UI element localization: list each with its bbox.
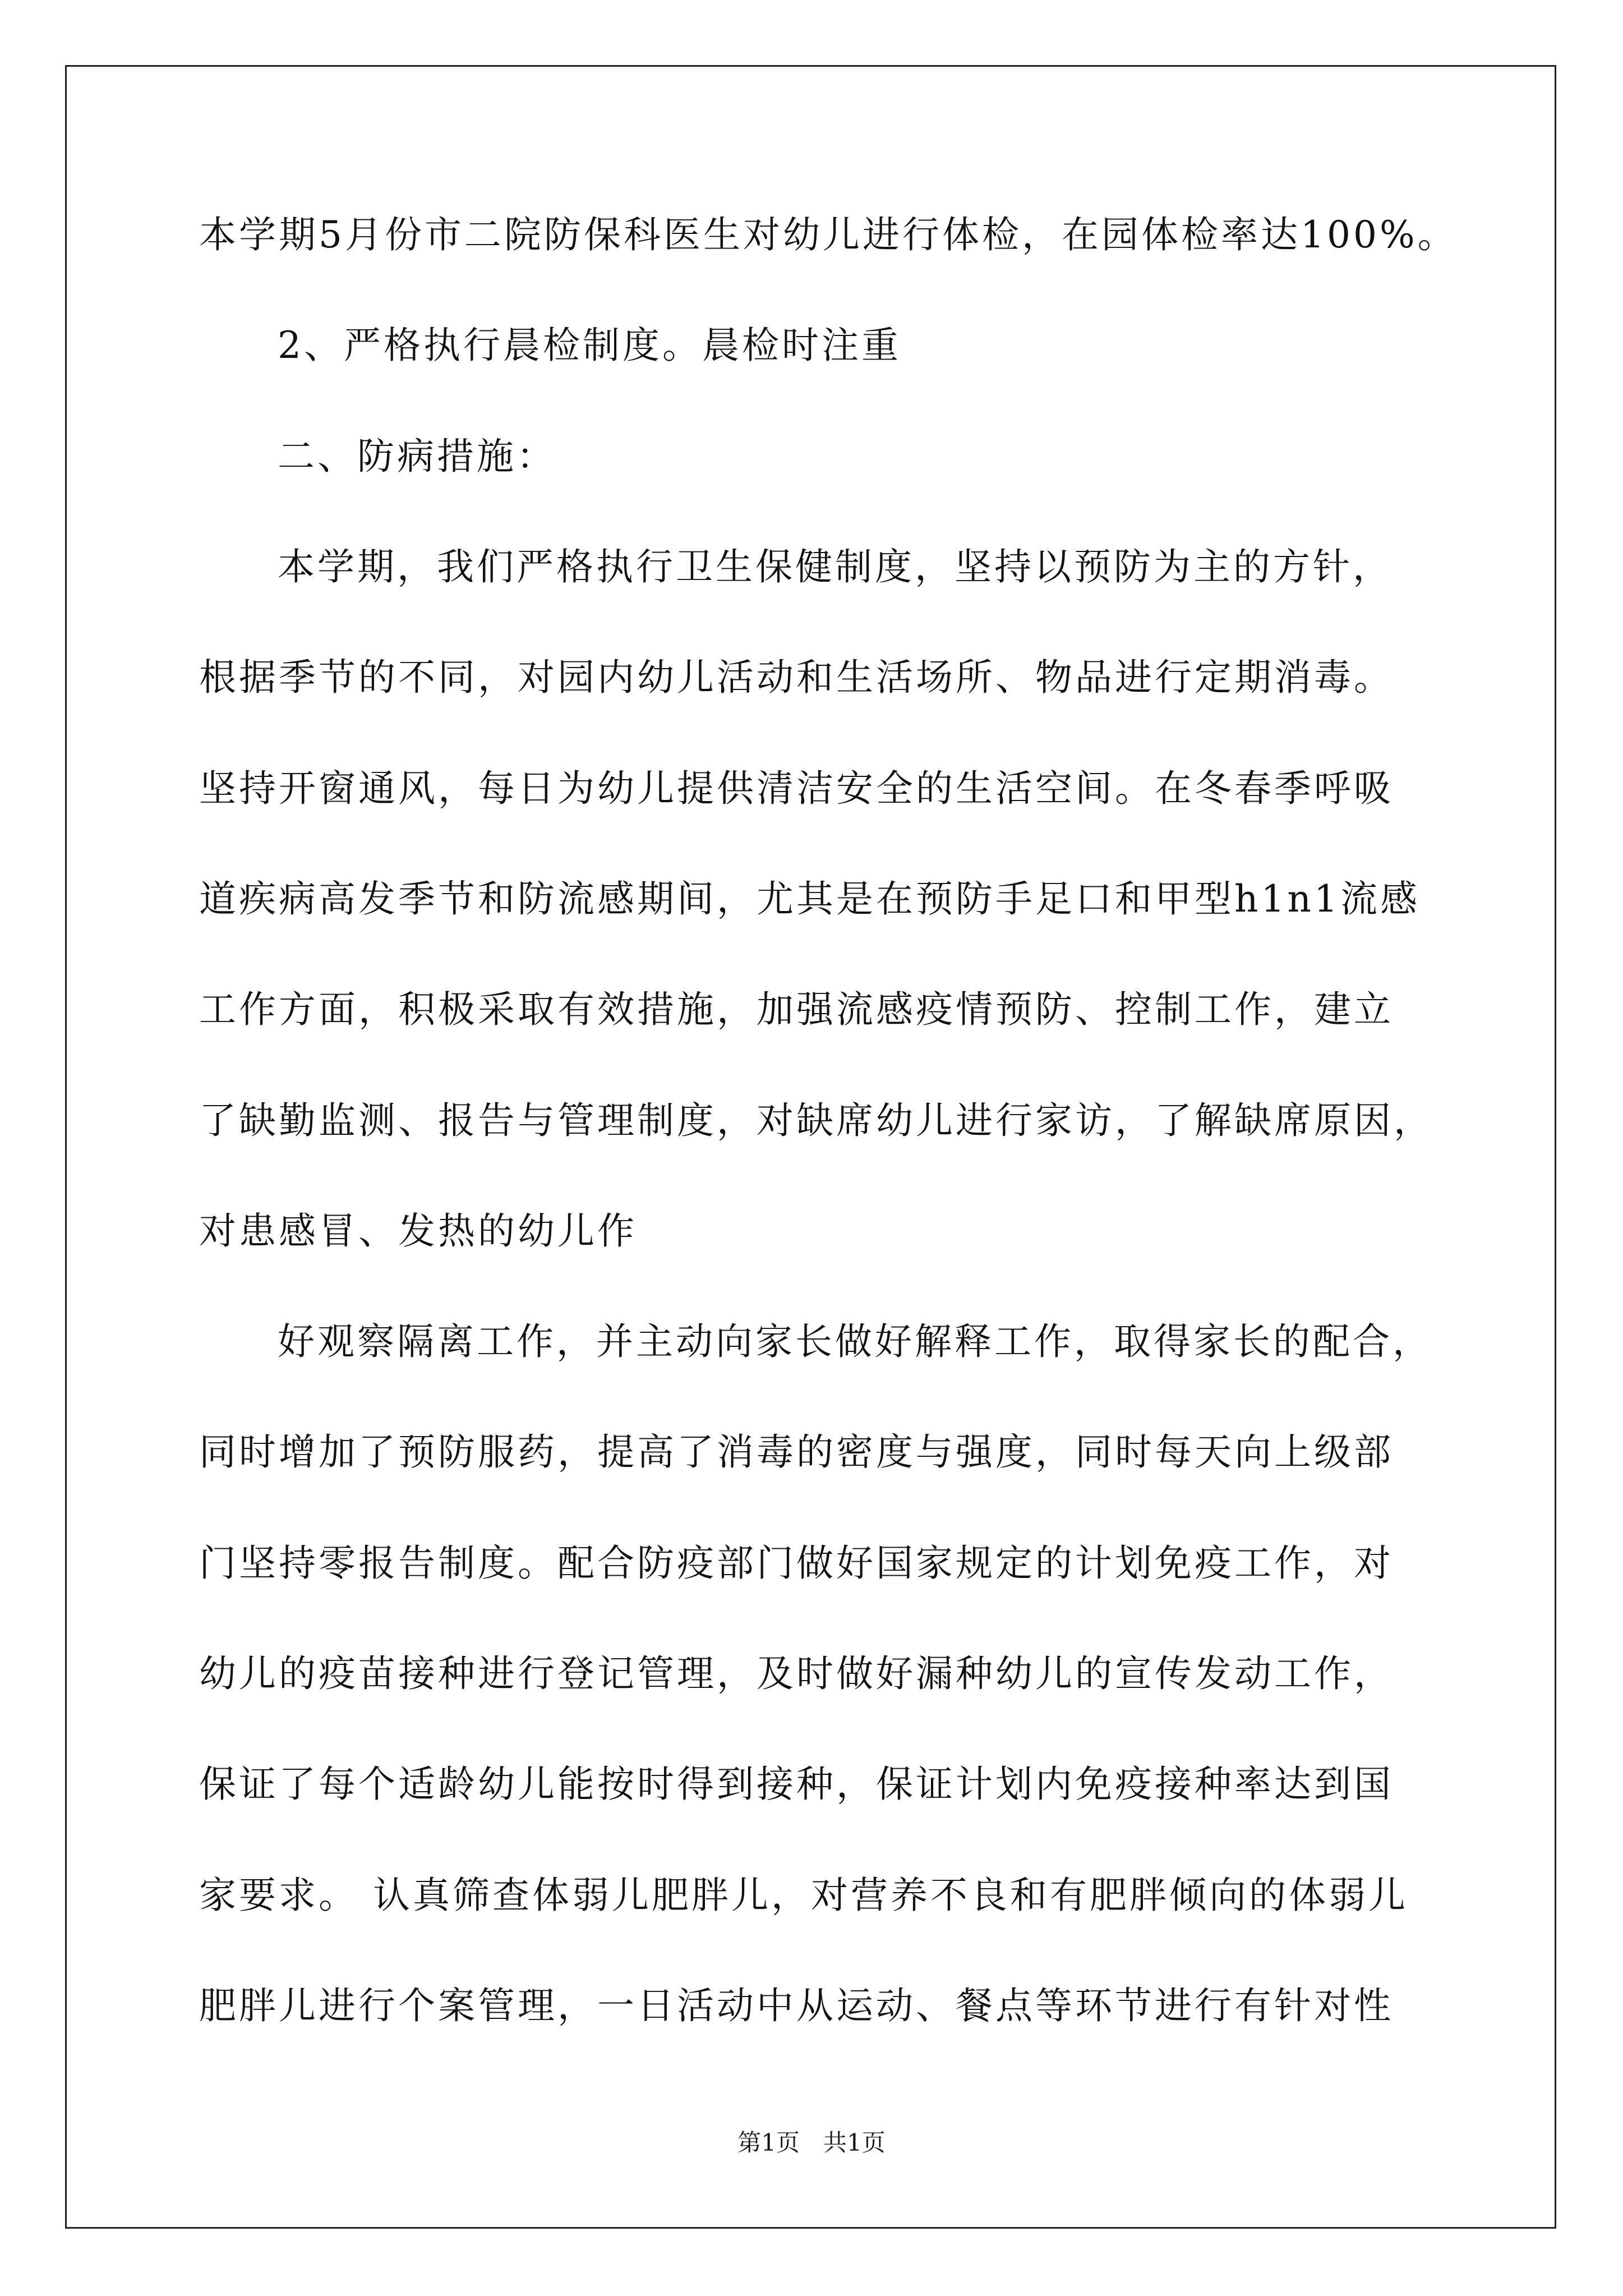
text-line: 对患感冒、发热的幼儿作: [199, 1209, 637, 1253]
text-line: 门坚持零报告制度。配合防疫部门做好国家规定的计划免疫工作，对: [199, 1542, 1394, 1585]
text-line: 道疾病高发季节和防流感期间，尤其是在预防手足口和甲型h1n1流感: [199, 877, 1420, 921]
text-line: 本学期，我们严格执行卫生保健制度，坚持以预防为主的方针，: [278, 545, 1393, 588]
text-line: 肥胖儿进行个案管理，一日活动中从运动、餐点等环节进行有针对性: [199, 1984, 1394, 2027]
text-line: 本学期5月份市二院防保科医生对幼儿进行体检，在园体检率达100%。: [199, 213, 1458, 256]
text-line: 好观察隔离工作，并主动向家长做好解释工作，取得家长的配合，: [278, 1320, 1432, 1363]
text-line: 保证了每个适龄幼儿能按时得到接种，保证计划内免疫接种率达到国: [199, 1763, 1394, 1806]
text-line: 了缺勤监测、报告与管理制度，对缺席幼儿进行家访，了解缺席原因，: [199, 1099, 1433, 1142]
text-line: 家要求。 认真筛查体弱儿肥胖儿，对营养不良和有肥胖倾向的体弱儿: [199, 1874, 1408, 1917]
text-line: 2、严格执行晨检制度。晨检时注重: [278, 324, 901, 367]
text-line: 工作方面，积极采取有效措施，加强流感疫情预防、控制工作，建立: [199, 988, 1394, 1031]
section-heading: 二、防病措施：: [278, 435, 556, 478]
text-line: 坚持开窗通风，每日为幼儿提供清洁安全的生活空间。在冬春季呼吸: [199, 767, 1394, 810]
text-line: 幼儿的疫苗接种进行登记管理，及时做好漏种幼儿的宣传发动工作，: [199, 1652, 1394, 1695]
text-line: 根据季节的不同，对园内幼儿活动和生活场所、物品进行定期消毒。: [199, 656, 1394, 699]
page-number: 第1页 共1页: [737, 2129, 886, 2156]
text-line: 同时增加了预防服药，提高了消毒的密度与强度，同时每天向上级部: [199, 1430, 1394, 1474]
